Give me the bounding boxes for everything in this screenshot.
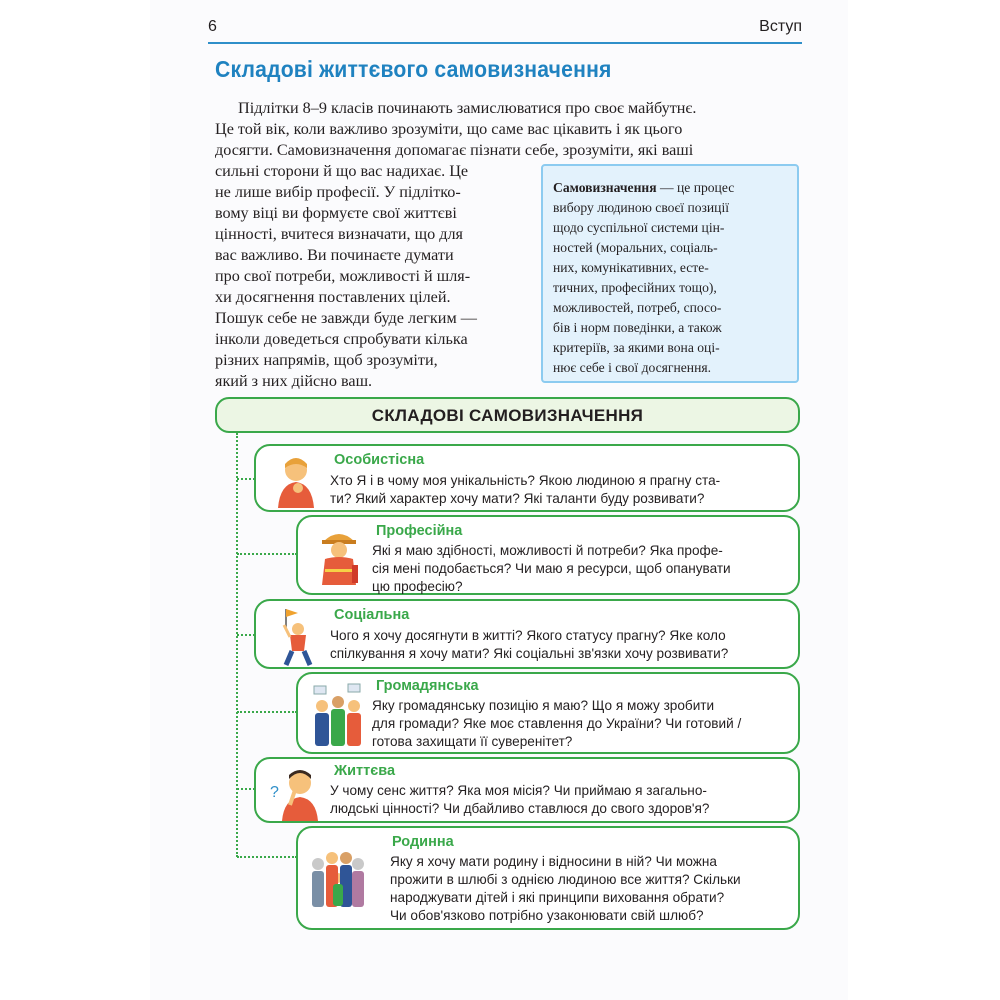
definition-line: тичних, професійних тощо), — [553, 280, 717, 295]
component-question-line: ти? Який характер хочу мати? Які таланти буду розвивати? — [330, 491, 705, 506]
component-card-social — [254, 599, 800, 669]
component-title: Родинна — [392, 834, 454, 850]
definition-line: ностей (моральних, соціаль- — [553, 240, 718, 255]
thinking-person-icon — [268, 452, 324, 508]
component-question-line: людські цінності? Чи дбайливо ставлюся до свого здоров'я? — [330, 801, 710, 816]
definition-line: щодо суспільної системи цін- — [553, 220, 725, 235]
definition-line: критеріїв, за якими вона оці- — [553, 340, 720, 355]
component-title: Громадянська — [376, 678, 479, 694]
intro-line: різних напрямів, щоб зрозуміти, — [215, 351, 438, 369]
intro-line: не лише вибір професії. У підлітко- — [215, 183, 461, 201]
page-number: 6 — [208, 18, 217, 35]
intro-line: Це той вік, коли важливо зрозуміти, що саме вас цікавить і як цього — [215, 120, 683, 138]
firefighter-icon — [312, 525, 366, 589]
definition-line: нює себе і свої досягнення. — [553, 360, 711, 375]
component-card-professional — [296, 515, 800, 595]
definition-first-line — [553, 178, 734, 197]
component-question-line: Хто Я і в чому моя унікальність? Якою людиною я прагну ста- — [330, 473, 721, 488]
component-title: Життєва — [334, 763, 396, 779]
definition-line: можливостей, потреб, спосо- — [553, 300, 722, 315]
component-question-line: народжувати дітей і які принципи виховання обрати? — [390, 890, 725, 905]
family-group-icon — [306, 844, 370, 914]
component-question-line: Чи обов'язково потрібно узаконювати свій шлюб? — [390, 908, 704, 923]
component-question-line: Чого я хочу досягнути в житті? Якого статусу прагну? Яке коло — [330, 628, 726, 643]
climber-flag-icon — [268, 605, 324, 667]
components-banner — [215, 397, 800, 433]
intro-line: який з них дійсно ваш. — [215, 372, 373, 390]
connector-branch — [237, 553, 297, 555]
components-banner-title: СКЛАДОВІ САМОВИЗНАЧЕННЯ — [371, 406, 644, 425]
section-title: Складові життєвого самовизначення — [215, 56, 612, 82]
definition-first-rest: — це процес — [656, 180, 735, 195]
connector-branch — [237, 788, 255, 790]
component-question-line: Які я маю здібності, можливості й потреби? Яка профе- — [372, 543, 723, 558]
intro-line: Пошук себе не завжди буде легким — — [215, 309, 477, 327]
civic-group-icon — [308, 682, 368, 748]
intro-line: вому віці ви формуєте свої життєві — [215, 204, 457, 222]
component-card-family — [296, 826, 800, 930]
definition-box — [541, 164, 799, 383]
component-question-line: прожити в шлюбі з однією людиною все життя? Скільки — [390, 872, 741, 887]
intro-line: сильні сторони й що вас надихає. Це — [215, 162, 469, 180]
connector-branch — [237, 478, 255, 480]
intro-line: хи досягнення поставлених цілей. — [215, 288, 451, 306]
intro-line: цінності, вчитеся визначати, що для — [215, 225, 464, 243]
component-question-line: сія мені подобається? Чи маю я ресурси, щоб опанувати — [372, 561, 731, 576]
running-section-title: Вступ — [759, 18, 802, 35]
definition-line: них, комунікативних, есте- — [553, 260, 709, 275]
component-title: Особистісна — [334, 452, 425, 468]
intro-line: вас важливо. Ви починаєте думати — [215, 246, 454, 264]
definition-line: вибору людиною своєї позиції — [553, 200, 729, 215]
component-card-life — [254, 757, 800, 823]
intro-line: досягти. Самовизначення допомагає пізнати себе, зрозуміти, які ваші — [215, 141, 694, 159]
component-question-line: для громади? Яке моє ставлення до України? Чи готовий / — [372, 716, 742, 731]
component-question-line: У чому сенс життя? Яка моя місія? Чи приймаю я загально- — [330, 783, 707, 798]
component-title: Соціальна — [334, 607, 410, 623]
svg-text:?: ? — [270, 784, 279, 801]
definition-line: бів і норм поведінки, а також — [553, 320, 722, 335]
intro-line: Підлітки 8–9 класів починають замислюватися про своє майбутнє. — [238, 99, 697, 117]
component-question-line: цю професію? — [372, 579, 463, 594]
component-question-line: Яку громадянську позицію я маю? Що я можу зробити — [372, 698, 715, 713]
component-question-line: готова захищати її суверенітет? — [372, 734, 573, 749]
component-question-line: Яку я хочу мати родину і відносини в ній? Чи можна — [390, 854, 717, 869]
connector-branch — [237, 711, 297, 713]
intro-line: інколи доведеться спробувати кілька — [215, 330, 468, 348]
component-card-civic — [296, 672, 800, 754]
component-title: Професійна — [376, 523, 463, 539]
pondering-person-icon — [266, 763, 324, 821]
connector-branch — [237, 856, 297, 858]
connector-vertical — [236, 433, 238, 857]
component-card-personal — [254, 444, 800, 512]
running-header — [208, 14, 802, 44]
intro-line: про свої потреби, можливості й шля- — [215, 267, 471, 285]
connector-branch — [237, 634, 255, 636]
definition-term: Самовизначення — [553, 180, 657, 195]
component-question-line: спілкування я хочу мати? Які соціальні зв'язки хочу розвивати? — [330, 646, 729, 661]
